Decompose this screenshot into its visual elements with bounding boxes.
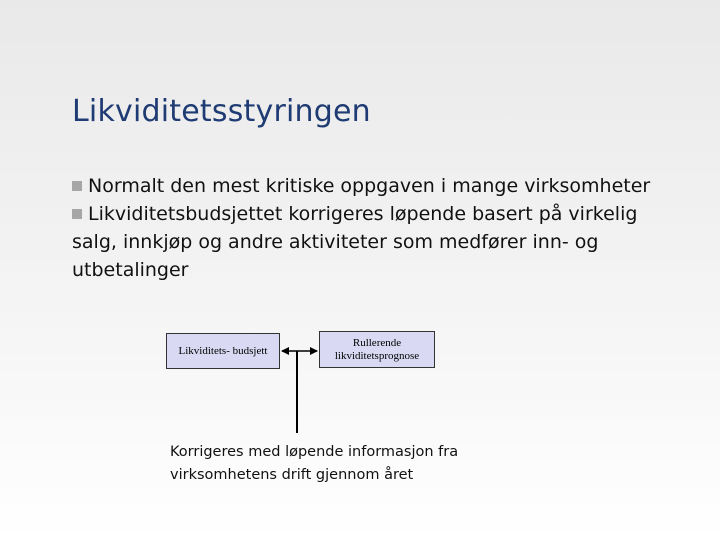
diagram-caption: Korrigeres med løpende informasjon fra virksomhetens drift gjennom året xyxy=(170,444,459,483)
bullet-text: Likviditetsbudsjettet korrigeres løpende basert på virkelig salg, innkjøp og andre aktiviteter som medfører inn- og utbetalinger xyxy=(72,203,638,281)
forecast-box-label: Rullerende likviditetsprognose xyxy=(334,336,420,362)
budget-box-label: Likviditets- budsjett xyxy=(178,344,268,357)
slide-title: Likviditetsstyringen xyxy=(72,94,371,129)
budget-box xyxy=(166,333,280,369)
forecast-box xyxy=(319,331,435,368)
bullet-text: Normalt den mest kritiske oppgaven i mange virksomheter xyxy=(88,175,651,197)
